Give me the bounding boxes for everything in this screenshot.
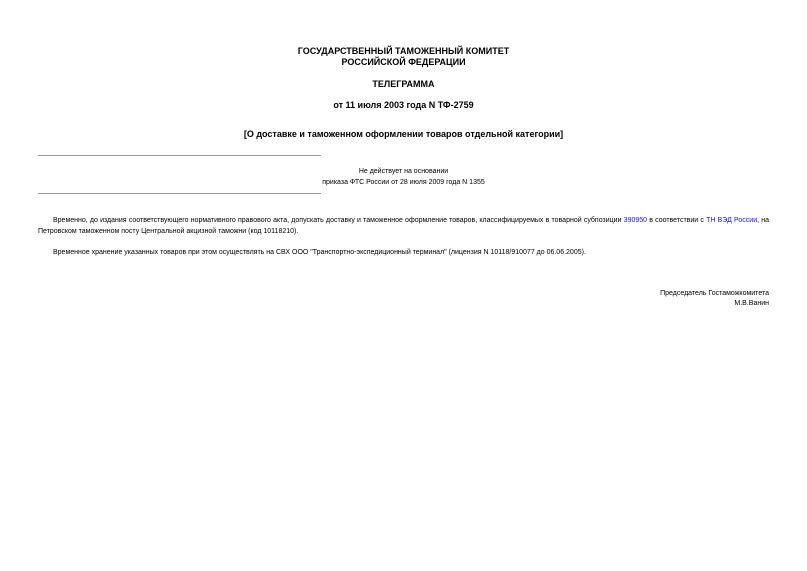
paragraph-1-text-c: , на Петровском таможенном посту Центральной акцизной таможни (код 10118210). (38, 217, 770, 235)
org-name-line2: РОССИЙСКОЙ ФЕДЕРАЦИИ (341, 57, 466, 67)
document-type: ТЕЛЕГРАММА (372, 79, 435, 89)
subposition-link[interactable]: 390950 (623, 217, 648, 224)
paragraph-1-text-a: Временно, до издания соответствующего нормативного правового акта, допускать доставку и таможенное оформление товаров, классифицируемых в товарной субпозиции (53, 217, 624, 224)
tn-ved-link[interactable]: ТН ВЭД России (706, 217, 758, 224)
org-name-line1: ГОСУДАРСТВЕННЫЙ ТАМОЖЕННЫЙ КОМИТЕТ (297, 46, 510, 56)
status-note-line2: приказа ФТС России от 28 июля 2009 года N 1355 (322, 179, 485, 186)
signature-position: Председатель Гостаможкомитета (660, 290, 769, 297)
paragraph-1-text-b: в соответствии с (647, 217, 707, 224)
divider-top (38, 155, 321, 156)
status-note-line1: Не действует на основании (358, 168, 449, 175)
paragraph-2: Временное хранение указанных товаров при этом осуществлять на СВХ ООО "Транспортно-экспедиционный терминал" (лицензия N 10118/910077 до 06.06.2005). (53, 249, 586, 256)
signature-name: М.В.Ванин (734, 300, 769, 307)
paragraph-1 (38, 215, 769, 237)
document-date: от 11 июля 2003 года N ТФ-2759 (333, 100, 474, 110)
divider-bottom (38, 193, 321, 194)
document-title: [О доставке и таможенном оформлении товаров отдельной категории] (243, 129, 564, 139)
